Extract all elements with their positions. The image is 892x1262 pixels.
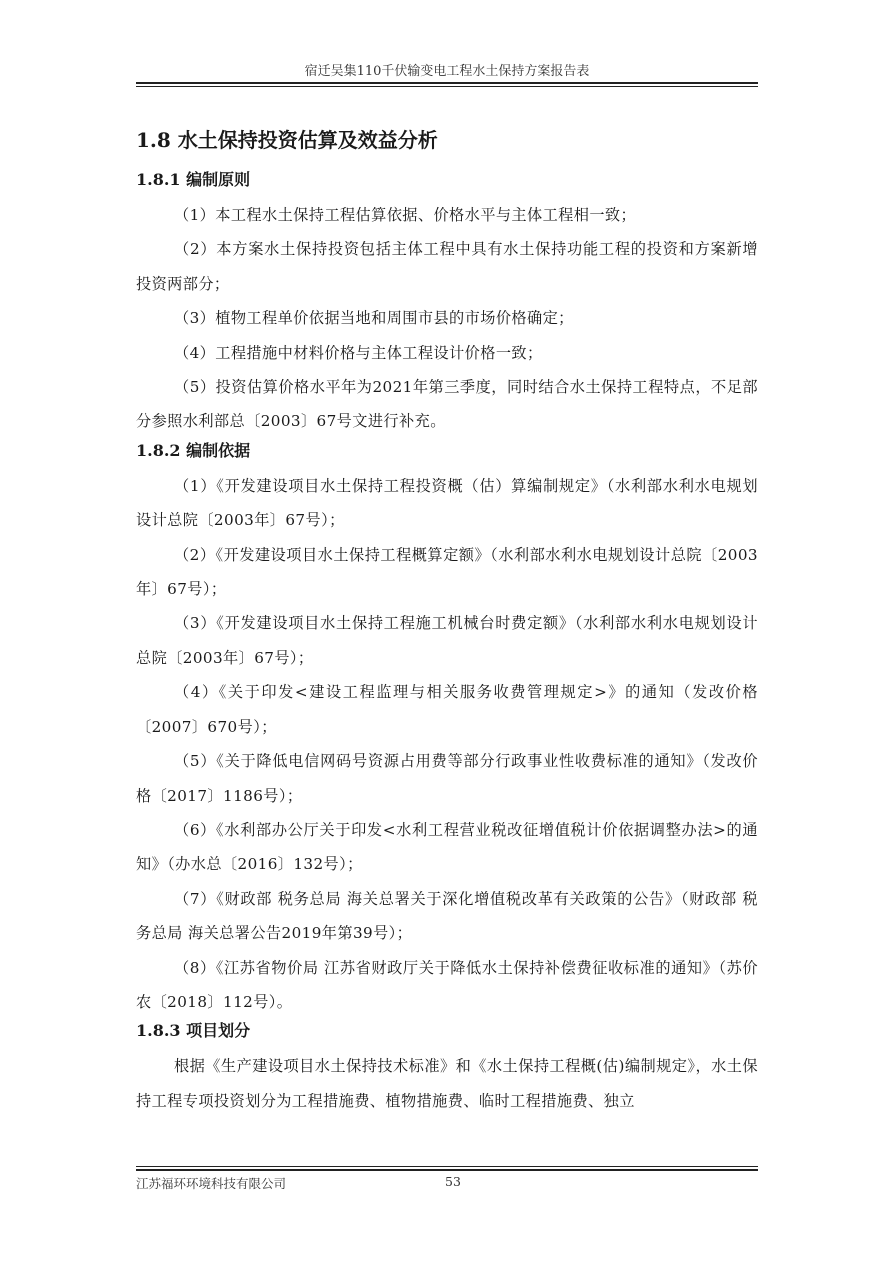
paragraph: （3）《开发建设项目水土保持工程施工机械台时费定额》（水利部水利水电规划设计总院〔2003年〕67号）；	[136, 614, 758, 667]
paragraph: （4）《关于印发<建设工程监理与相关服务收费管理规定>》的通知（发改价格〔2007〕670号）；	[136, 683, 758, 736]
paragraph: （4）工程措施中材料价格与主体工程设计价格一致；	[174, 343, 543, 362]
header-rule-thick	[136, 82, 758, 84]
header-rule-thin	[136, 86, 758, 87]
paragraph: （1）《开发建设项目水土保持工程投资概（估）算编制规定》（水利部水利水电规划设计总院〔2003年〕67号）；	[136, 476, 758, 530]
paragraph: （2）《开发建设项目水土保持工程概算定额》（水利部水利水电规划设计总院〔2003年〕67号）；	[136, 545, 758, 599]
footer-company-name: 江苏福环环境科技有限公司	[136, 1176, 287, 1191]
page-header-title: 宿迁吴集110千伏输变电工程水土保持方案报告表	[304, 64, 590, 79]
document-body	[136, 124, 758, 1118]
subsection-division	[136, 1019, 758, 1118]
paragraph: 根据《生产建设项目水土保持技术标准》和《水土保持工程概(估)编制规定》，水土保持工程专项投资划分为工程措施费、植物措施费、临时工程措施费、独立	[136, 1057, 758, 1110]
paragraph: （2）本方案水土保持投资包括主体工程中具有水土保持功能工程的投资和方案新增投资两部分；	[136, 240, 758, 293]
section-title: 1.8 水土保持投资估算及效益分析	[136, 128, 438, 152]
paragraph: （3）植物工程单价依据当地和周围市县的市场价格确定；	[174, 309, 574, 328]
paragraph: （7）《财政部 税务总局 海关总署关于深化增值税改革有关政策的公告》（财政部 税务总局 海关总署公告2019年第39号）；	[136, 889, 758, 943]
footer-rule-thick	[136, 1169, 758, 1171]
paragraph: （5）《关于降低电信网码号资源占用费等部分行政事业性收费标准的通知》（发改价格〔2017〕1186号）；	[136, 752, 758, 805]
subsection-principles	[136, 168, 758, 439]
subsection-title: 1.8.3 项目划分	[136, 1021, 251, 1041]
subsection-basis	[136, 439, 758, 1020]
paragraph: （6）《水利部办公厅关于印发<水利工程营业税改征增值税计价依据调整办法>的通知》（办水总〔2016〕132号）；	[136, 820, 758, 874]
footer-rule-thin	[136, 1166, 758, 1167]
page-number: 53	[445, 1174, 461, 1189]
subsection-title: 1.8.1 编制原则	[136, 170, 251, 189]
paragraph: （5）投资估算价格水平年为2021年第三季度，同时结合水土保持工程特点，不足部分参照水利部总〔2003〕67号文进行补充。	[136, 378, 758, 431]
subsection-title: 1.8.2 编制依据	[136, 440, 251, 460]
paragraph: （1）本工程水土保持工程估算依据、价格水平与主体工程相一致；	[174, 206, 637, 224]
paragraph: （8）《江苏省物价局 江苏省财政厅关于降低水土保持补偿费征收标准的通知》（苏价农〔2018〕112号）。	[136, 958, 758, 1011]
